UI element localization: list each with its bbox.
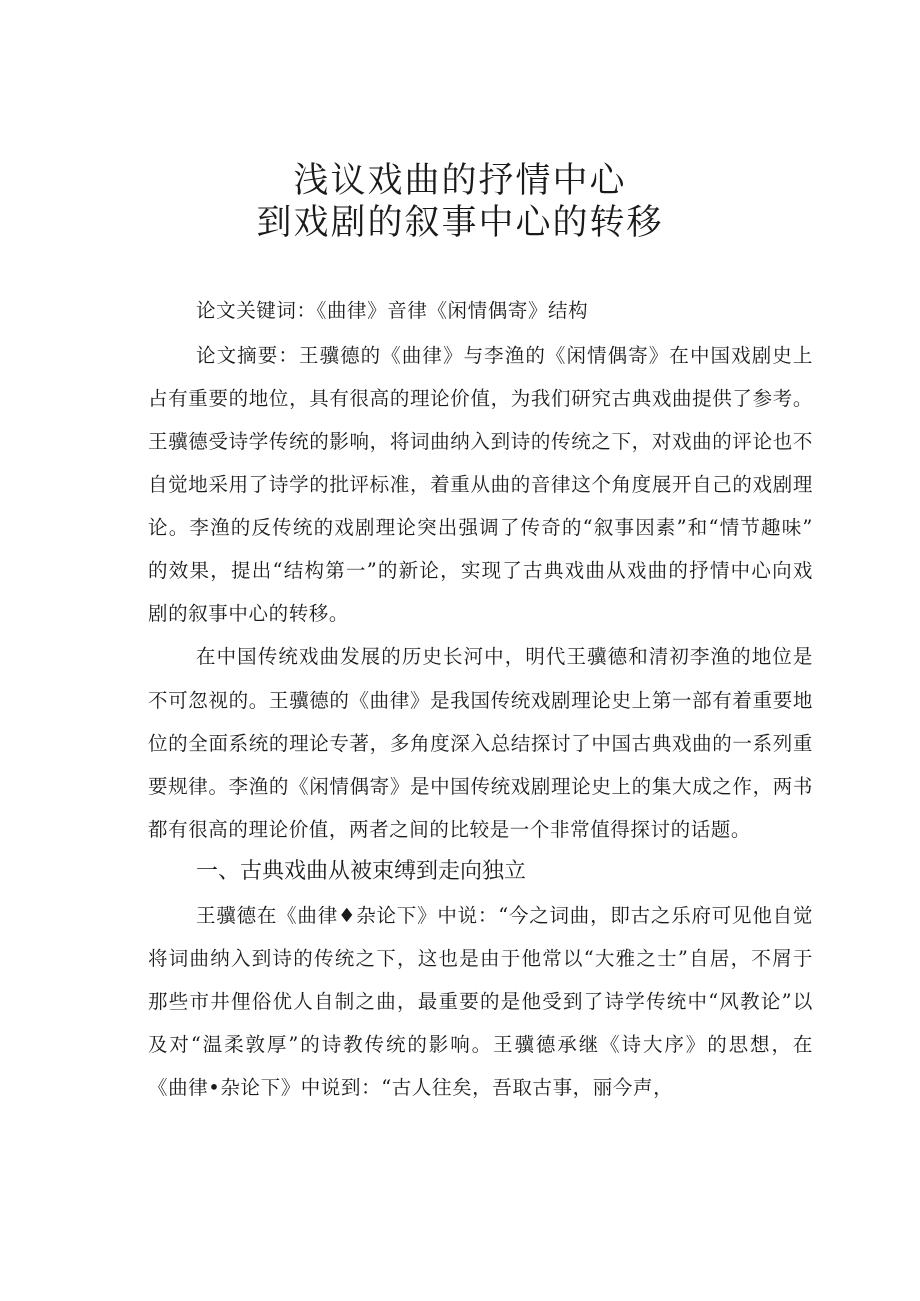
abstract-line: 王骥德受诗学传统的影响，将词曲纳入到诗的传统之下，对戏曲的评论也不 bbox=[148, 430, 813, 453]
abstract-line: 剧的叙事中心的转移。 bbox=[148, 602, 350, 625]
title-line-1: 浅议戏曲的抒情中心 bbox=[293, 161, 627, 201]
section-line: 王骥德在《曲律♦杂论下》中说：“今之词曲，即古之乐府可见他自觉 bbox=[196, 904, 813, 927]
abstract-line: 占有重要的地位，具有很高的理论价值，为我们研究古典戏曲提供了参考。 bbox=[148, 387, 813, 410]
intro-line: 位的全面系统的理论专著，多角度深入总结探讨了中国古典戏曲的一系列重 bbox=[148, 732, 813, 755]
abstract-line: 论文摘要：王骥德的《曲律》与李渔的《闲情偶寄》在中国戏剧史上 bbox=[196, 344, 813, 367]
section-line: 将词曲纳入到诗的传统之下，这也是由于他常以“大雅之士”自居，不屑于 bbox=[148, 947, 813, 970]
keywords-line: 论文关键词：《曲律》音律《闲情偶寄》结构 bbox=[196, 299, 589, 322]
title-line-2: 到戏剧的叙事中心的转移 bbox=[256, 203, 664, 243]
abstract-line: 论。李渔的反传统的戏剧理论突出强调了传奇的“叙事因素”和“情节趣味” bbox=[148, 516, 813, 539]
section-line: 那些市井俚俗优人自制之曲，最重要的是他受到了诗学传统中“风教论”以 bbox=[148, 990, 813, 1013]
section-heading: 一、古典戏曲从被束缚到走向独立 bbox=[196, 859, 527, 884]
section-line: 《曲律•杂论下》中说到：“古人往矣，吾取古事，丽今声， bbox=[148, 1076, 674, 1099]
intro-line: 在中国传统戏曲发展的历史长河中，明代王骥德和清初李渔的地位是 bbox=[196, 645, 813, 668]
intro-line: 不可忽视的。王骥德的《曲律》是我国传统戏剧理论史上第一部有着重要地 bbox=[148, 689, 813, 712]
abstract-line: 的效果，提出“结构第一”的新论，实现了古典戏曲从戏曲的抒情中心向戏 bbox=[148, 559, 813, 582]
intro-line: 都有很高的理论价值，两者之间的比较是一个非常值得探讨的话题。 bbox=[148, 818, 752, 841]
intro-line: 要规律。李渔的《闲情偶寄》是中国传统戏剧理论史上的集大成之作，两书 bbox=[148, 775, 813, 798]
abstract-line: 自觉地采用了诗学的批评标准，着重从曲的音律这个角度展开自己的戏剧理 bbox=[148, 473, 813, 496]
section-line: 及对“温柔敦厚”的诗教传统的影响。王骥德承继《诗大序》的思想，在 bbox=[148, 1033, 813, 1056]
